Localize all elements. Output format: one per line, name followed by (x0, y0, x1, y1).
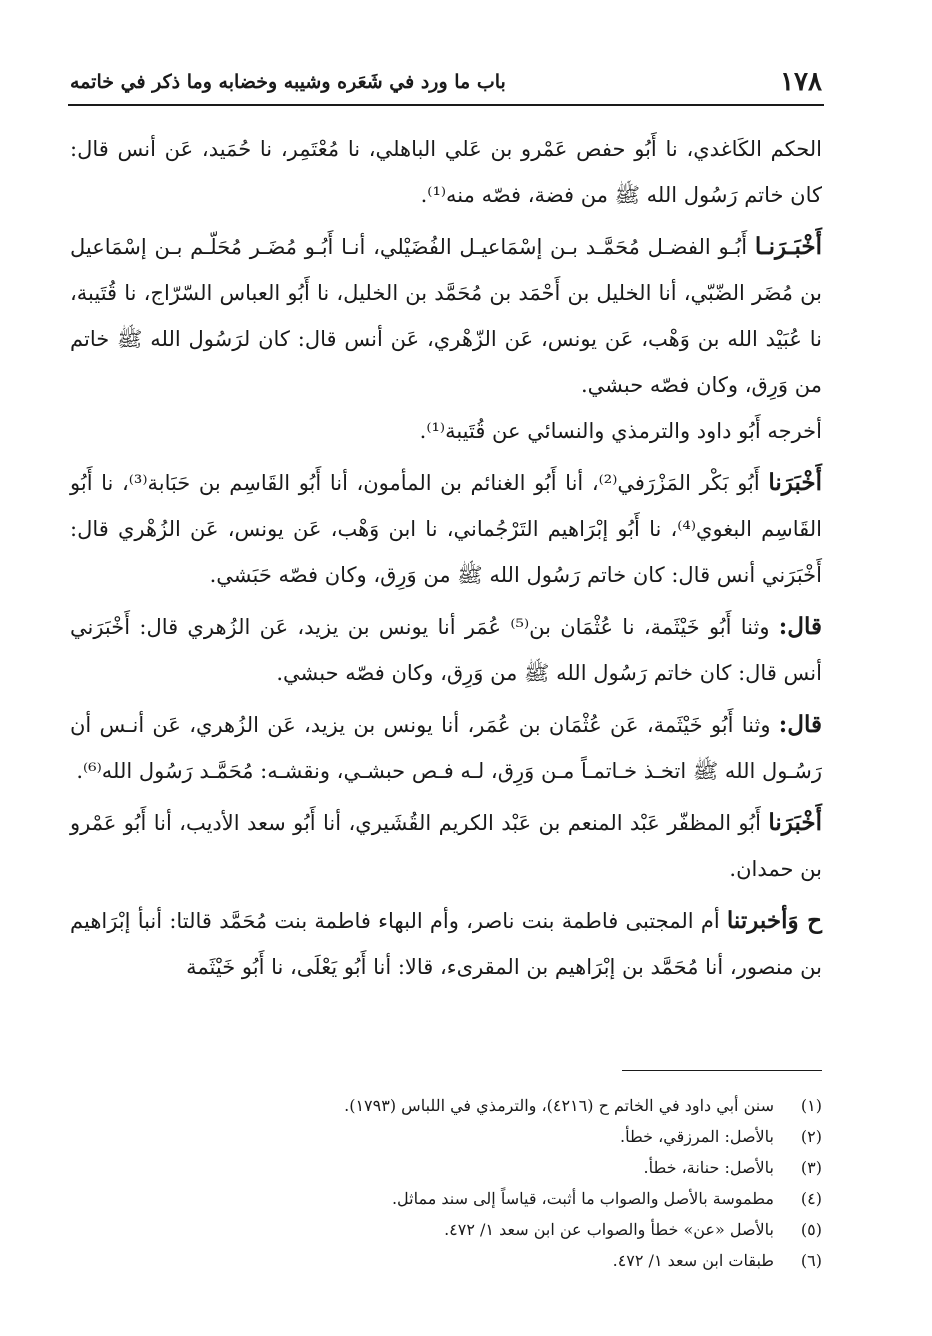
footnote-5 (70, 1214, 822, 1245)
footnote-number: (٢) (800, 1127, 822, 1146)
footnote-number: (٣) (800, 1158, 822, 1177)
paragraph-7-text: أَبُو المظفّر عَبْد المنعم بن عَبْد الكريم القُشَيري، أنا أَبُو سعد الأديب، أنا أَبُو عَمْرو بن حمدان. (70, 811, 822, 881)
paragraph-6-lead: قال: (778, 711, 822, 738)
footnote-3 (70, 1152, 822, 1183)
paragraph-5 (70, 604, 822, 696)
paragraph-6-text: وثنا أَبُو خَيْثَمة، عَن عُثْمَان بن عُمَر، أنا يونس بن يزيد، عَن الزُهري، عَن أنـس أن رَسُـول الله ﷺ اتخـذ خـاتمـاً مـن وَرِق، لـه فـص حبشـي، ونقشـه: مُحَمَّـد رَسُول الله⁽⁶⁾. (70, 713, 822, 783)
footnote-4 (70, 1183, 822, 1214)
paragraph-2 (70, 224, 822, 408)
footnote-text: بالأصل «عن» خطأ والصواب عن ابن سعد ١/ ٤٧٢. (444, 1220, 774, 1239)
paragraph-5-text: وثنا أَبُو خَيْثَمة، نا عُثْمَان بن⁽⁵⁾ عُمَر أنا يونس بن يزيد، عَن الزُهري قال: أَخْبَرَني أنس قال: كان خاتم رَسُول الله ﷺ من وَرِق، وكان فصّه حبشي. (70, 615, 822, 685)
paragraph-8-text: أم المجتبى فاطمة بنت ناصر، وأم البهاء فاطمة بنت مُحَمَّد قالتا: أنبأ إبْرَاهيم بن منصور، أنا مُحَمَّد بن إبْرَاهيم بن المقرىء، قالا: أنا أَبُو يَعْلَى، نا أَبُو خَيْثَمة (70, 909, 822, 979)
paragraph-6 (70, 702, 822, 794)
paragraph-2-text: أَبُـو الفضـل مُحَمَّـد بـن إسْمَاعيـل الفُضَيْلي، أنـا أَبُـو مُضَـر مُحَلّـم بـن إسْمَاعيل بن مُضَر الضّبّي، أنا الخليل بن أَحْمَد بن مُحَمَّد بن الخليل، نا أَبُو العباس السّرّاج، نا قُتَيبة، نا عُبَيْد الله بن وَهْب، عَن يونس، عَن الزّهْري، عَن أنس قال: كان لرَسُول الله ﷺ خاتم من وَرِق، وكان فصّه حبشي. (70, 235, 822, 397)
footnote-number: (١) (800, 1096, 822, 1115)
footnote-1 (70, 1090, 822, 1121)
footnote-text: طبقات ابن سعد ١/ ٤٧٢. (612, 1251, 774, 1270)
footnote-text: بالأصل: المرزقي، خطأ. (620, 1127, 774, 1146)
paragraph-4-text: أَبُو بَكْر المَزْرَفي⁽²⁾، أنا أَبُو الغنائم بن المأمون، أنا أَبُو القَاسِم بن حَبَابة⁽³⁾، نا أَبُو القَاسِم البغوي⁽⁴⁾، نا أَبُو إبْرَاهيم التَرْجُماني، نا ابن وَهْب، عَن يونس، عَن الزُهْري قال: أَخْبَرَني أنس قال: كان خاتم رَسُول الله ﷺ من وَرِق، وكان فصّه حَبَشي. (70, 471, 822, 587)
footnote-separator (622, 1070, 822, 1071)
paragraph-7-lead: أَخْبَرَنا (768, 809, 822, 836)
paragraph-7 (70, 800, 822, 892)
paragraph-8-lead: ح وَأخبرتنا (726, 907, 822, 934)
footnote-text: بالأصل: حنانة، خطأ. (643, 1158, 774, 1177)
footnote-number: (٥) (800, 1220, 822, 1239)
footnote-text: سنن أبي داود في الخاتم ح (٤٢١٦)، والترمذي في اللباس (١٧٩٣). (344, 1096, 774, 1115)
paragraph-4-lead: أَخْبَرَنا (768, 469, 822, 496)
paragraph-1-text: الحكم الكَاغدي، نا أَبُو حفص عَمْرو بن عَلي الباهلي، نا مُعْتَمِر، نا حُمَيد، عَن أنس قال: كان خاتم رَسُول الله ﷺ من فضة، فصّه منه⁽¹⁾. (70, 137, 822, 207)
footnote-number: (٤) (800, 1189, 822, 1208)
paragraph-3 (70, 408, 822, 454)
page-header (70, 62, 822, 102)
page-number: ١٧٨ (780, 67, 822, 97)
main-text (70, 126, 822, 990)
footnotes (70, 1090, 822, 1276)
paragraph-1 (70, 126, 822, 218)
paragraph-8 (70, 898, 822, 990)
paragraph-5-lead: قال: (778, 613, 822, 640)
footnote-2 (70, 1121, 822, 1152)
running-title: باب ما ورد في شَعَره وشيبه وخضابه وما ذكر في خاتمه (70, 71, 506, 93)
footnote-number: (٦) (800, 1251, 822, 1270)
paragraph-3-text: أخرجه أَبُو داود والترمذي والنسائي عن قُتَيبة⁽¹⁾. (419, 419, 822, 443)
footnote-text: مطموسة بالأصل والصواب ما أثبت، قياساً إلى سند مماثل. (391, 1189, 774, 1208)
header-rule (68, 104, 824, 106)
paragraph-4 (70, 460, 822, 598)
footnote-6 (70, 1245, 822, 1276)
paragraph-2-lead: أَخْبَـرَنـا (754, 233, 822, 260)
